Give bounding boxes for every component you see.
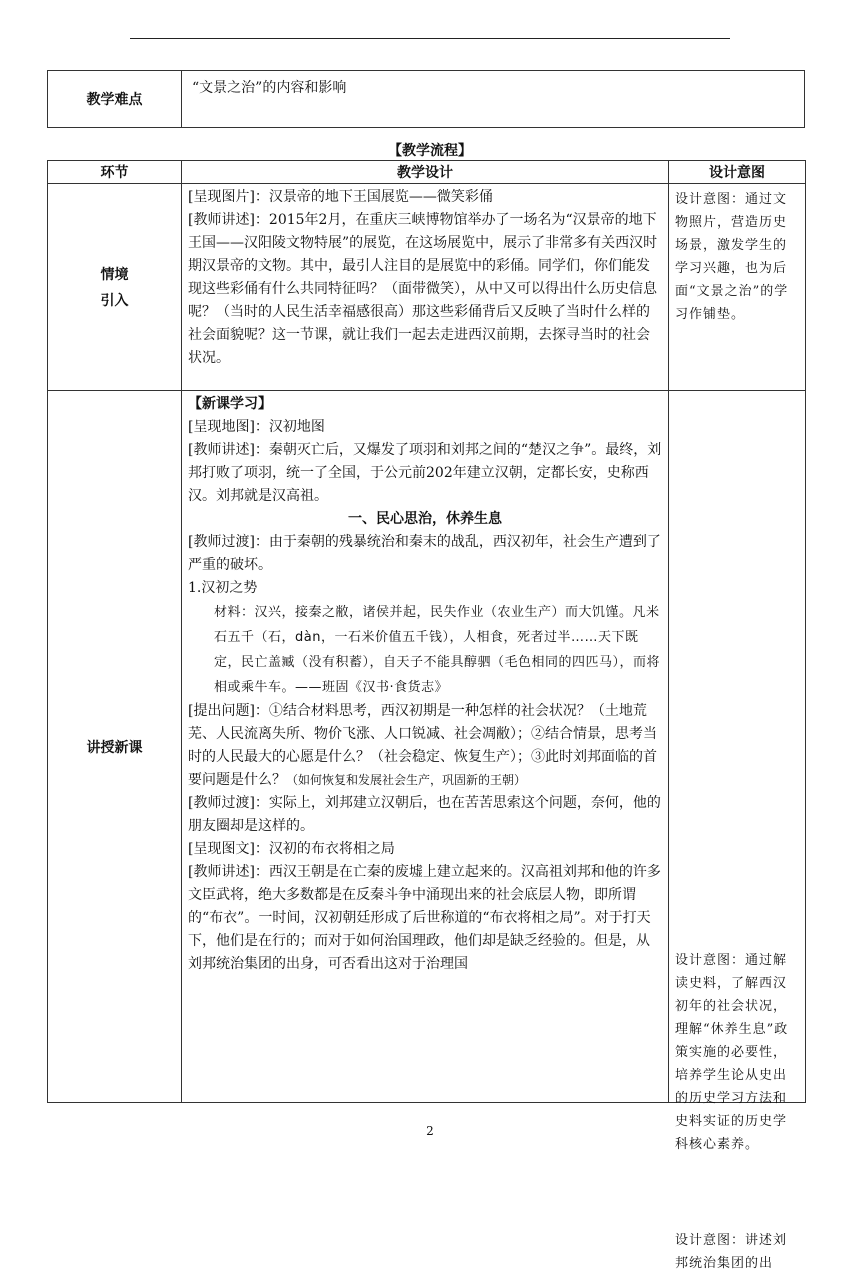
stage-intro-line2: 引入 bbox=[100, 293, 129, 309]
header-rule bbox=[130, 38, 730, 39]
new-p4: 1.汉初之势 bbox=[188, 580, 258, 596]
new-p5 bbox=[188, 700, 662, 792]
page-number: 2 bbox=[426, 1124, 434, 1138]
stage-new: 讲授新课 bbox=[48, 391, 182, 1103]
new-p8: [教师讲述]：西汉王朝是在亡秦的废墟上建立起来的。汉高祖刘邦和他的许多文臣武将，绝大多数都是在反秦斗争中涌现出来的社会底层人物，即所谓的“布衣”。一时间，汉初朝廷形成了后世称道的“布衣将相之局”。对于打天下，他们是在行的；而对于如何治国理政，他们却是缺乏经验的。但是，从刘邦统治集团的出身，可否看出这对于治理国 bbox=[188, 864, 661, 972]
question-answer: （如何恢复和发展社会生产，巩固新的王朝） bbox=[286, 773, 527, 787]
col-stage-header: 环节 bbox=[48, 161, 182, 184]
stage-intro bbox=[48, 184, 182, 391]
new-lesson-heading: 【新课学习】 bbox=[188, 396, 272, 412]
col-design-header: 教学设计 bbox=[182, 161, 669, 184]
difficulty-table bbox=[47, 70, 805, 128]
design-intro bbox=[182, 184, 669, 391]
stage-intro-line1: 情境 bbox=[100, 267, 129, 283]
intent-intro bbox=[669, 184, 806, 391]
new-p2: [教师讲述]：秦朝灭亡后，又爆发了项羽和刘邦之间的“楚汉之争”。最终，刘邦打败了项羽，统一了全国，于公元前202年建立汉朝，定都长安，史称西汉。刘邦就是汉高祖。 bbox=[188, 442, 662, 504]
intent-new-2: 设计意图：讲述刘邦统治集团的出 bbox=[675, 1233, 788, 1271]
new-p6: [教师过渡]：实际上，刘邦建立汉朝后，也在苦苦思索这个问题，奈何，他的朋友圈却是这样的。 bbox=[188, 795, 661, 834]
intro-p1: [呈现图片]：汉景帝的地下王国展览——微笑彩俑 bbox=[188, 189, 493, 205]
flow-title: 【教学流程】 bbox=[388, 143, 472, 159]
intent-intro-text: 设计意图：通过文物照片，营造历史场景，激发学生的学习兴趣，也为后面“文景之治”的学习作铺垫。 bbox=[675, 192, 789, 322]
intent-new bbox=[669, 391, 806, 1271]
new-p1: [呈现地图]：汉初地图 bbox=[188, 419, 325, 435]
row-intro bbox=[48, 184, 806, 391]
new-p3: [教师过渡]：由于秦朝的残暴统治和秦末的战乱，西汉初年，社会生产遭到了严重的破坏。 bbox=[188, 534, 661, 573]
row-new bbox=[48, 391, 806, 1103]
design-new bbox=[182, 391, 669, 1103]
header-row bbox=[48, 161, 806, 184]
question-text: [提出问题]：①结合材料思考，西汉初期是一种怎样的社会状况？（土地荒芜、人民流离失所、物价飞涨、人口锐减、社会凋敝）；②结合情景，思考当时的人民最大的心愿是什么？（社会稳定、恢复生产）；③此时刘邦面临的首要问题是什么？ bbox=[188, 703, 657, 788]
difficulty-value: “文景之治”的内容和影响 bbox=[182, 71, 805, 128]
source-quote: 材料：汉兴，接秦之敝，诸侯并起，民失作业（农业生产）而大饥馑。凡米石五千（石，dàn，一石米价值五千钱），人相食，死者过半……天下既定，民亡盖臧（没有积蓄），自天子不能具醇驷（毛色相同的四匹马），而将相或乘牛车。——班固《汉书·食货志》 bbox=[214, 605, 661, 695]
flow-table bbox=[47, 160, 806, 1271]
intro-p2: [教师讲述]：2015年2月，在重庆三峡博物馆举办了一场名为“汉景帝的地下王国——汉阳陵文物特展”的展览，在这场展览中，展示了非常多有关西汉时期汉景帝的文物。其中，最引人注目的是展览中的彩俑。同学们，你们能发现这些彩俑有什么共同特征吗？（面带微笑），从中又可以得出什么历史信息呢？（当时的人民生活幸福感很高）那这些彩俑背后又反映了当时什么样的社会面貌呢？这一节课，就让我们一起去走进西汉前期，去探寻当时的社会状况。 bbox=[188, 212, 658, 366]
difficulty-label: 教学难点 bbox=[48, 71, 182, 128]
col-intent-header: 设计意图 bbox=[669, 161, 806, 184]
intent-new-1: 设计意图：通过解读史料，了解西汉初年的社会状况，理解“休养生息”政策实施的必要性，培养学生论从史出的历史学习方法和史料实证的历史学科核心素养。 bbox=[675, 953, 789, 1152]
section-heading: 一、民心思治，休养生息 bbox=[348, 511, 502, 527]
new-p7: [呈现图文]：汉初的布衣将相之局 bbox=[188, 841, 395, 857]
